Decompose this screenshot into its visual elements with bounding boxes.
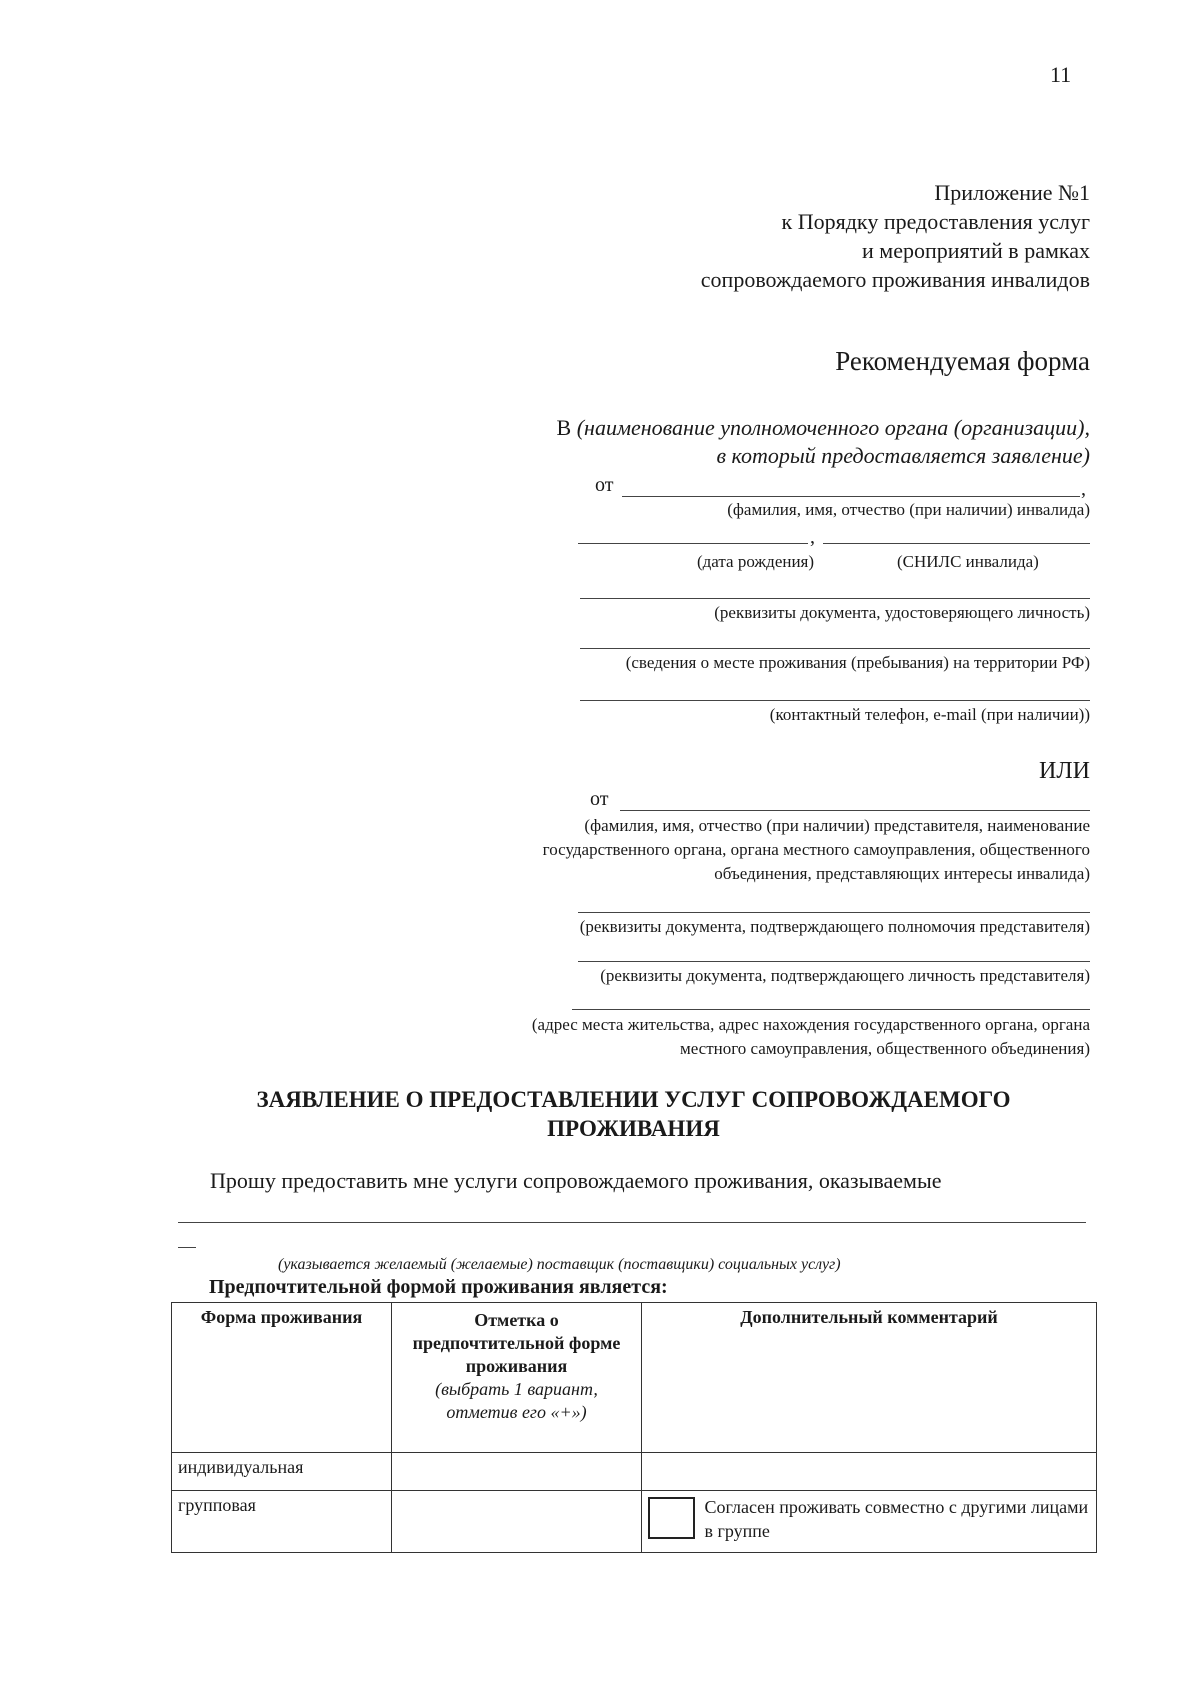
appendix-line-4: сопровождаемого проживания инвалидов (700, 267, 1090, 292)
preference-mark-cell[interactable] (392, 1491, 642, 1553)
preferred-form-heading: Предпочтительной формой проживания является: (209, 1276, 668, 1298)
representative-name-field[interactable] (620, 810, 1090, 811)
group-consent-label: Согласен проживать совместно с другими лицами в группе (704, 1497, 1089, 1541)
representative-address-field[interactable] (572, 1009, 1090, 1010)
header-preference-mark-note: (выбрать 1 вариант, отметив его «+») (435, 1379, 598, 1422)
snils-caption: (СНИЛС инвалида) (897, 552, 1039, 571)
applicant-fio-caption: (фамилия, имя, отчество (при наличии) инвалида) (727, 500, 1090, 519)
provider-field-2[interactable] (178, 1247, 196, 1248)
title-line-2: ПРОЖИВАНИЯ (547, 1116, 720, 1141)
contact-caption: (контактный телефон, e-mail (при наличии)) (769, 705, 1090, 724)
appendix-header (701, 178, 1090, 294)
representative-id-field[interactable] (578, 961, 1090, 962)
table-header-row (172, 1303, 1097, 1453)
addressee-italic-2: в который предоставляется заявление) (716, 443, 1090, 468)
representative-id-caption: (реквизиты документа, подтверждающего личность представителя) (600, 966, 1090, 985)
header-preference-mark-bold: Отметка о предпочтительной форме проживания (412, 1310, 621, 1376)
snils-field[interactable] (823, 543, 1090, 544)
addressee-italic-1: (наименование уполномоченного органа (организации), (576, 415, 1090, 440)
living-form-cell: групповая (172, 1491, 392, 1553)
or-label: ИЛИ (1039, 758, 1090, 784)
provider-caption: (указывается желаемый (желаемые) поставщик (поставщики) социальных услуг) (278, 1256, 841, 1273)
addressee-line-1 (557, 414, 1090, 442)
representative-caption-3: объединения, представляющих интересы инвалида) (714, 864, 1090, 883)
living-form-cell: индивидуальная (172, 1453, 392, 1491)
representative-address-caption (532, 1013, 1090, 1061)
representative-caption-2: государственного органа, органа местного самоуправления, общественного (542, 840, 1090, 859)
appendix-line-3: и мероприятий в рамках (862, 238, 1090, 263)
addressee (557, 414, 1090, 470)
living-form-table (171, 1302, 1097, 1553)
table-row (172, 1491, 1097, 1553)
appendix-line-1: Приложение №1 (934, 180, 1090, 205)
header-living-form: Форма проживания (172, 1303, 392, 1453)
page-number: 11 (1050, 62, 1072, 87)
residence-caption: (сведения о месте проживания (пребывания) на территории РФ) (625, 653, 1090, 672)
applicant-fio-field[interactable] (622, 496, 1080, 497)
contact-field[interactable] (580, 700, 1090, 701)
document-title (171, 1085, 1096, 1143)
group-consent-checkbox[interactable] (648, 1497, 695, 1539)
authority-document-caption: (реквизиты документа, подтверждающего полномочия представителя) (579, 917, 1090, 936)
representative-caption (543, 814, 1090, 886)
representative-from-label: от (590, 788, 609, 810)
applicant-from-label: от (595, 474, 614, 496)
id-document-field[interactable] (580, 598, 1090, 599)
representative-caption-1: (фамилия, имя, отчество (при наличии) представителя, наименование (584, 816, 1090, 835)
title-line-1: ЗАЯВЛЕНИЕ О ПРЕДОСТАВЛЕНИИ УСЛУГ СОПРОВОЖДАЕМОГО (256, 1087, 1011, 1112)
applicant-fio-comma: , (1081, 478, 1086, 500)
header-preference-mark (392, 1303, 642, 1453)
header-comment: Дополнительный комментарий (642, 1303, 1097, 1453)
request-text: Прошу предоставить мне услуги сопровождаемого проживания, оказываемые (210, 1168, 942, 1193)
birth-date-field[interactable] (578, 543, 808, 544)
birth-date-caption: (дата рождения) (697, 552, 815, 571)
table-row (172, 1453, 1097, 1491)
addressee-line-2 (557, 442, 1090, 470)
appendix-line-2: к Порядку предоставления услуг (781, 209, 1090, 234)
representative-address-caption-2: местного самоуправления, общественного объединения) (679, 1039, 1090, 1058)
id-document-caption: (реквизиты документа, удостоверяющего личность) (714, 603, 1090, 622)
addressee-prefix: В (556, 415, 572, 440)
form-label: Рекомендуемая форма (835, 346, 1090, 376)
birth-date-comma: , (810, 526, 815, 548)
residence-field[interactable] (580, 648, 1090, 649)
authority-document-field[interactable] (578, 912, 1090, 913)
preference-mark-cell[interactable] (392, 1453, 642, 1491)
comment-cell (642, 1491, 1097, 1553)
provider-field-1[interactable] (178, 1222, 1086, 1223)
comment-cell (642, 1453, 1097, 1491)
representative-address-caption-1: (адрес места жительства, адрес нахождения государственного органа, органа (531, 1015, 1090, 1034)
